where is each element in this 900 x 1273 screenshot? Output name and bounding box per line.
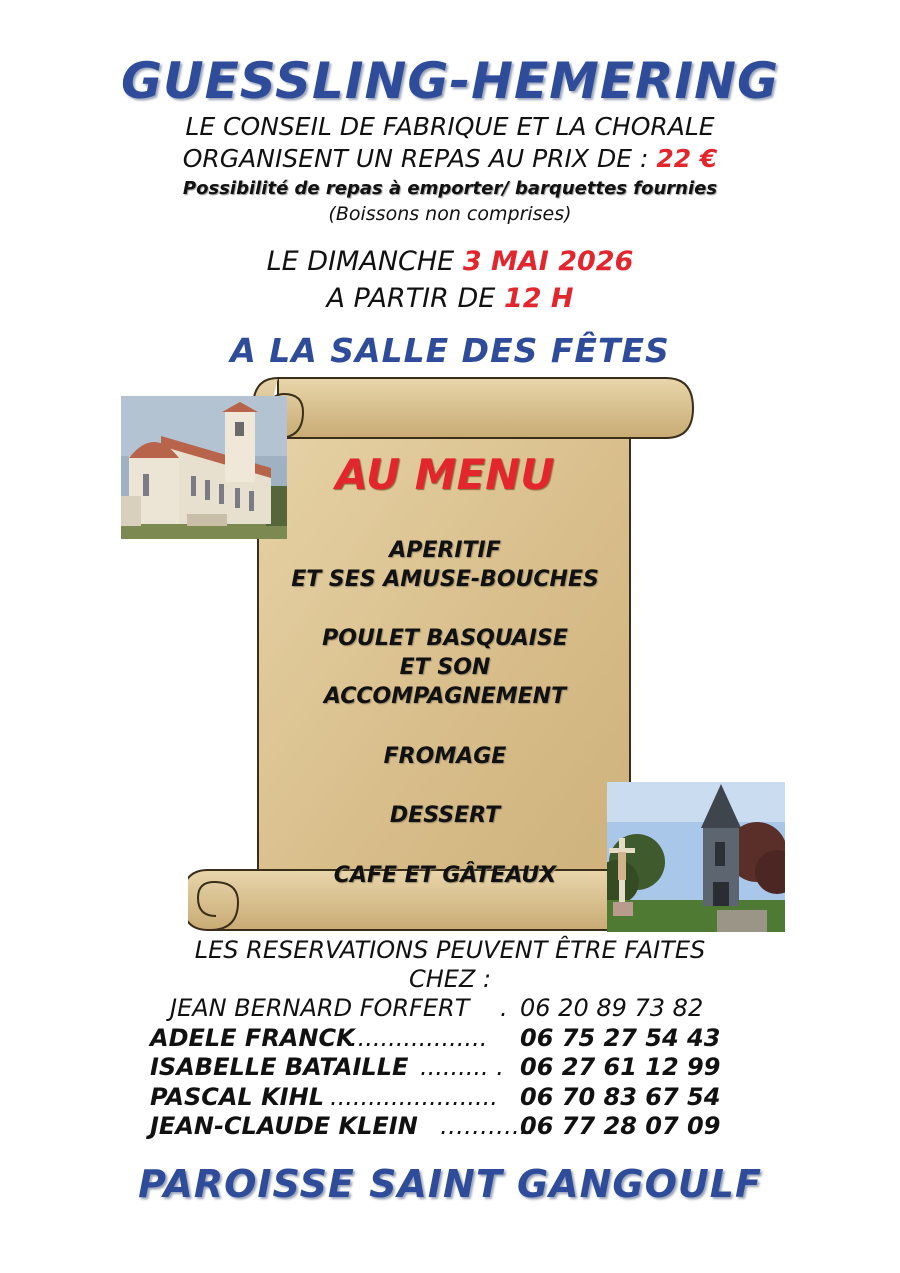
- drinks-line: (Boissons non comprises): [328, 203, 572, 225]
- contact-dots: ..................: [350, 1023, 488, 1052]
- contact-name: PASCAL KIHL: [150, 1082, 324, 1111]
- contact-phone: 06 77 28 07 09: [520, 1112, 721, 1140]
- contact-row: [150, 1083, 770, 1113]
- contact-phone: 06 75 27 54 43: [520, 1023, 721, 1052]
- menu-line: FROMAGE: [383, 744, 507, 769]
- menu-line: POULET BASQUAISE: [322, 626, 568, 651]
- contact-dots: ………...: [440, 1112, 535, 1140]
- contact-phone: 06 27 61 12 99: [520, 1053, 721, 1081]
- date-prefix: LE DIMANCHE: [266, 246, 455, 277]
- time-value: 12 H: [503, 283, 574, 314]
- organizers-line: LE CONSEIL DE FABRIQUE ET LA CHORALE: [185, 112, 715, 141]
- date-line: [0, 246, 900, 277]
- menu-line: DESSERT: [389, 803, 501, 828]
- menu-item-aperitif: [255, 536, 635, 594]
- contact-dots: ......... .: [420, 1053, 504, 1081]
- contact-dots: ......................: [330, 1082, 498, 1111]
- menu-line: ET SON: [399, 655, 491, 680]
- price-line: [0, 144, 900, 173]
- menu-line: ACCOMPAGNEMENT: [323, 684, 567, 709]
- menu-item-cheese: [255, 742, 635, 771]
- venue-line: A LA SALLE DES FÊTES: [230, 331, 670, 370]
- menu-item-dessert: [255, 801, 635, 830]
- takeaway-line: Possibilité de repas à emporter/ barquettes fournies: [182, 178, 718, 199]
- contact-phone: 06 20 89 73 82: [520, 994, 704, 1022]
- date-value: 3 MAI 2026: [462, 246, 634, 277]
- contact-name: ISABELLE BATAILLE: [150, 1053, 409, 1081]
- contact-name: JEAN BERNARD FORFERT: [170, 994, 470, 1022]
- time-line: [0, 283, 900, 314]
- contact-phone: 06 70 83 67 54: [520, 1082, 721, 1111]
- contact-row: [150, 1024, 770, 1054]
- price-line-text: ORGANISENT UN REPAS AU PRIX DE :: [182, 144, 649, 173]
- reservations-line: LES RESERVATIONS PEUVENT ÊTRE FAITES: [194, 936, 706, 964]
- reservations-intro: [0, 936, 900, 994]
- menu-line: CAFE ET GÂTEAUX: [333, 863, 557, 888]
- time-prefix: A PARTIR DE: [326, 283, 496, 314]
- reservations-line: CHEZ :: [408, 965, 492, 993]
- menu-line: APERITIF: [389, 538, 501, 563]
- menu-item-coffee: [255, 861, 635, 890]
- menu-item-main: [255, 624, 635, 711]
- contact-dots: .: [500, 994, 508, 1022]
- menu-line: ET SES AMUSE-BOUCHES: [291, 567, 599, 592]
- price-value: 22 €: [656, 144, 718, 173]
- contact-name: JEAN-CLAUDE KLEIN: [150, 1112, 418, 1140]
- poster-title: GUESSLING-HEMERING: [120, 52, 780, 110]
- contact-list: [150, 994, 770, 1142]
- contact-name: ADELE FRANCK: [150, 1023, 355, 1052]
- menu-title: AU MENU: [335, 450, 555, 499]
- contact-row: [150, 1112, 770, 1142]
- parish-footer: PAROISSE SAINT GANGOULF: [138, 1162, 762, 1206]
- contact-row: [150, 1053, 770, 1083]
- contact-row: [150, 994, 770, 1024]
